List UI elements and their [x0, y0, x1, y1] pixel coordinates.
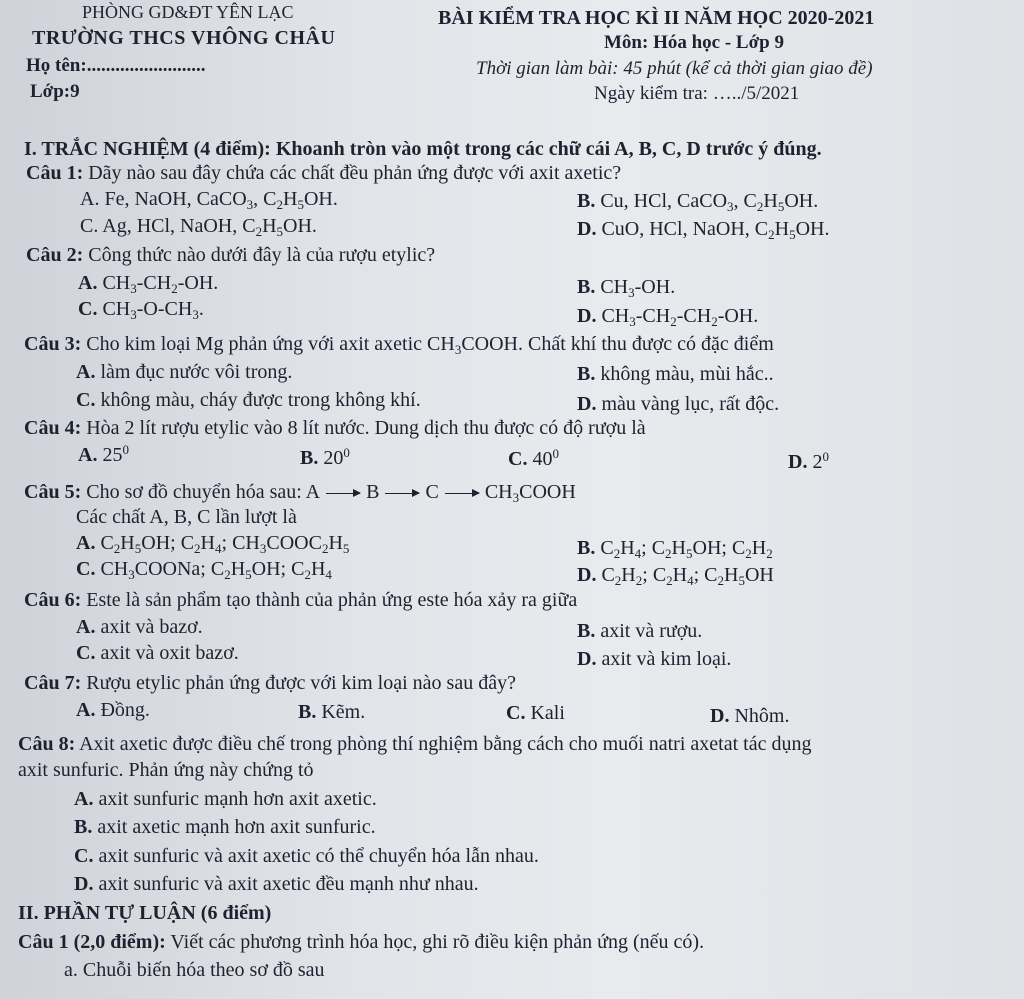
section2-title: II. PHẦN TỰ LUẬN (6 điểm): [18, 902, 272, 924]
department-name: PHÒNG GD&ĐT YÊN LẠC: [82, 2, 294, 22]
q3-option-d: D. màu vàng lục, rất độc.: [577, 393, 780, 415]
q3-option-b: B. không màu, mùi hắc..: [577, 363, 774, 385]
q6-option-a: A. axit và bazơ.: [76, 616, 203, 638]
q1-option-b: B. Cu, HCl, CaCO$_3$, $C_2H_5OH$.: [577, 190, 819, 214]
subject: Môn: Hóa học - Lớp 9: [604, 32, 784, 53]
q7-option-a: A. Đồng.: [76, 699, 150, 721]
q8-option-d: D. axit sunfuric và axit axetic đều mạnh như nhau.: [74, 873, 479, 895]
q4-option-d: D. $2^0$: [788, 449, 829, 473]
arrow-icon: [445, 493, 479, 494]
q4-option-a: A. $25^0$: [78, 442, 129, 466]
school-name: TRƯỜNG THCS VHÔNG CHÂU: [32, 27, 336, 49]
q2-option-c: C. $CH_3-O-CH_3$.: [78, 298, 204, 322]
q5-subtext: Các chất A, B, C lần lượt là: [76, 506, 297, 528]
exam-title: BÀI KIỂM TRA HỌC KÌ II NĂM HỌC 2020-2021: [438, 7, 875, 29]
q7-option-c: C. Kali: [506, 702, 565, 724]
question-8: Câu 8: Axit axetic được điều chế trong phòng thí nghiệm bằng cách cho muối natri axetat tác dụng: [18, 733, 812, 755]
exam-time: Thời gian làm bài: 45 phút (kể cả thời gian giao đề): [476, 58, 873, 79]
q5-option-c: C. $CH_3COONa$; $C_2H_5OH$; $C_2H_4$: [76, 558, 332, 582]
q8-option-c: C. axit sunfuric và axit axetic có thể chuyển hóa lẫn nhau.: [74, 845, 539, 867]
arrow-icon: [385, 493, 419, 494]
question-7: Câu 7: Rượu etylic phản ứng được với kim loại nào sau đây?: [24, 672, 516, 694]
question-1: Câu 1: Dãy nào sau đây chứa các chất đều phản ứng được với axit axetic?: [26, 162, 622, 184]
q7-option-d: D. Nhôm.: [710, 705, 790, 727]
q5-option-a: A. $C_2H_5OH$; $C_2H_4$; $CH_3COOC_2H_5$: [76, 532, 350, 556]
q5-option-b: B. $C_2H_4$; $C_2H_5OH$; $C_2H_2$: [577, 537, 773, 561]
q6-option-c: C. axit và oxit bazơ.: [76, 642, 239, 664]
q6-option-b: B. axit và rượu.: [577, 620, 703, 642]
name-field: Họ tên:.........................: [26, 55, 206, 76]
q2-option-d: D. $CH_3-CH_2-CH_2-OH$.: [577, 305, 759, 329]
question-3: Câu 3: Cho kim loại Mg phản ứng với axit axetic $CH_3COOH$. Chất khí thu được có đặc điểm: [24, 333, 774, 357]
q2-option-b: B. $CH_3-OH$.: [577, 276, 676, 300]
q6-option-d: D. axit và kim loại.: [577, 648, 732, 670]
question-4: Câu 4: Hòa 2 lít rượu etylic vào 8 lít nước. Dung dịch thu được có độ rượu là: [24, 417, 646, 439]
arrow-icon: [326, 493, 360, 494]
q8-option-a: A. axit sunfuric mạnh hơn axit axetic.: [74, 788, 377, 810]
q4-option-c: C. $40^0$: [508, 446, 559, 470]
question-6: Câu 6: Este là sản phẩm tạo thành của phản ứng este hóa xảy ra giữa: [24, 589, 578, 611]
exam-date: Ngày kiểm tra: …../5/2021: [594, 83, 800, 104]
essay-question-1: Câu 1 (2,0 điểm): Viết các phương trình hóa học, ghi rõ điều kiện phản ứng (nếu có).: [18, 931, 705, 953]
q5-option-d: D. $C_2H_2$; $C_2H_4$; $C_2H_5OH$: [577, 564, 774, 588]
q3-option-a: A. làm đục nước vôi trong.: [76, 361, 293, 383]
question-5: Câu 5: Cho sơ đồ chuyển hóa sau: A B C $CH_3COOH$: [24, 481, 576, 505]
q4-option-b: B. $20^0$: [300, 445, 350, 469]
class-field: Lớp:9: [30, 81, 80, 102]
q1-option-d: D. CuO, HCl, NaOH, $C_2H_5OH$.: [577, 218, 830, 242]
question-2: Câu 2: Công thức nào dưới đây là của rượu etylic?: [26, 244, 436, 266]
q1-option-c: C. Ag, HCl, NaOH, $C_2H_5OH$.: [80, 215, 317, 239]
q3-option-c: C. không màu, cháy được trong không khí.: [76, 389, 421, 411]
q8-option-b: B. axit axetic mạnh hơn axit sunfuric.: [74, 816, 376, 838]
q7-option-b: B. Kẽm.: [298, 701, 366, 723]
question-8-cont: axit sunfuric. Phản ứng này chứng tỏ: [18, 759, 314, 781]
section1-title: I. TRẮC NGHIỆM (4 điểm): Khoanh tròn vào một trong các chữ cái A, B, C, D trước ý đúng.: [24, 138, 822, 160]
essay-part-a: a. Chuỗi biến hóa theo sơ đồ sau: [64, 959, 325, 981]
q2-option-a: A. $CH_3-CH_2-OH$.: [78, 272, 219, 296]
q1-option-a: A. Fe, NaOH, CaCO$_3$, $C_2H_5OH$.: [80, 188, 338, 212]
